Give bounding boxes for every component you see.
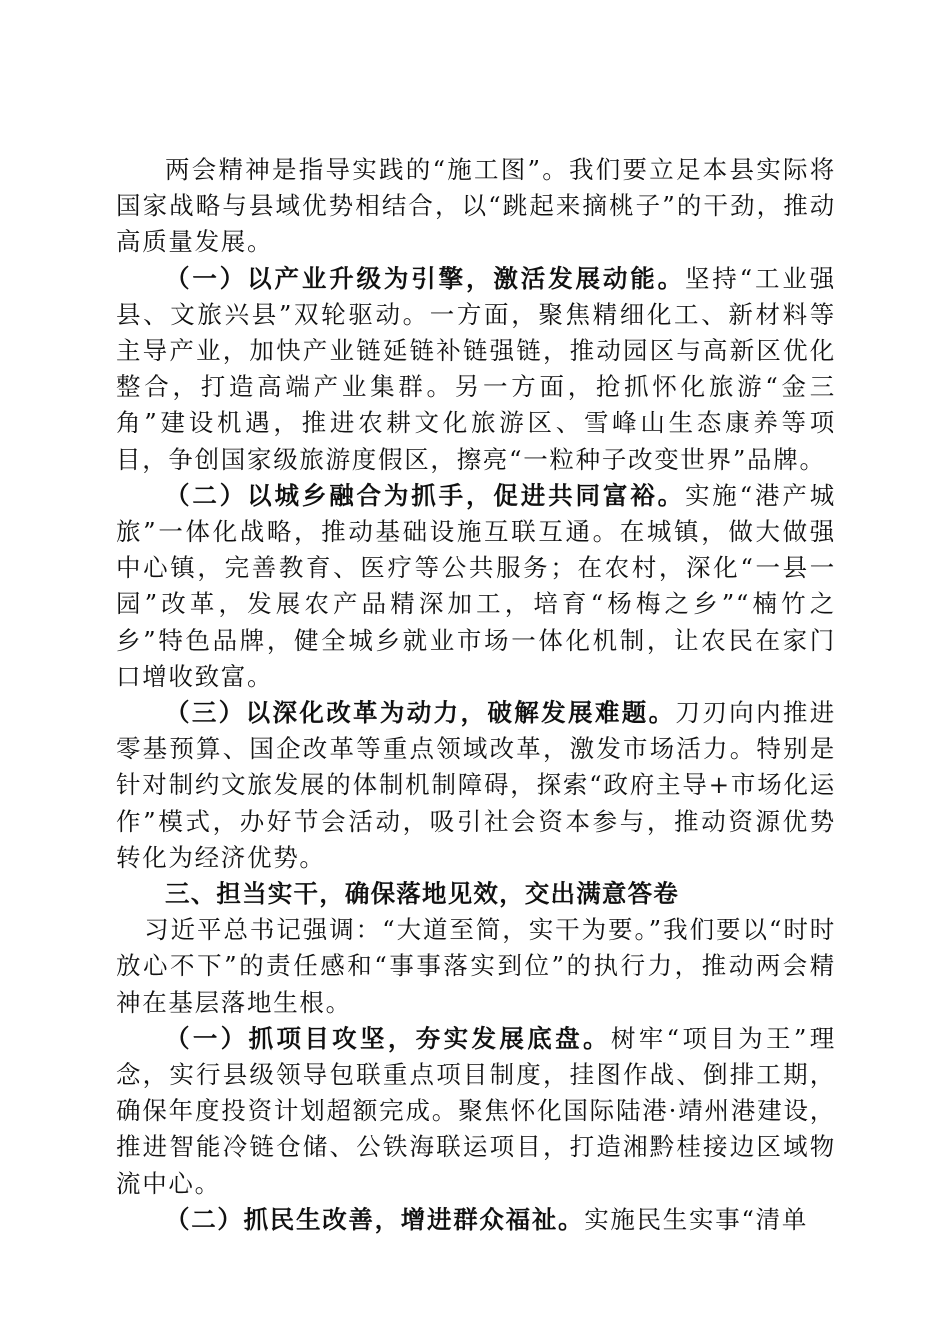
section2-item-3-lead: （三）以深化改革为动力，破解发展难题。 [165, 698, 676, 728]
section2-item-1-body: 坚持“工业强县、文旅兴县”双轮驱动。一方面，聚焦精细化工、新材料等主导产业，加快产业链延链补链强链，推动园区与高新区优化整合，打造高端产业集群。另一方面，抢抓怀化旅游“金三角”建设机遇，推进农耕文化旅游区、雪峰山生态康养等项目，争创国家级旅游度假区，擦亮“一粒种子改变世界”品牌。 [116, 263, 836, 474]
section2-item-1 [116, 261, 836, 478]
section3-item-1 [116, 1021, 836, 1202]
section3-item-2 [116, 1202, 836, 1238]
section2-item-3 [116, 695, 836, 876]
intro-paragraph: 两会精神是指导实践的“施工图”。我们要立足本县实际将国家战略与县域优势相结合，以“跳起来摘桃子”的干劲，推动高质量发展。 [116, 155, 836, 257]
document-body [116, 152, 836, 1238]
section3-item-1-body: 树牢“项目为王”理念，实行县级领导包联重点项目制度，挂图作战、倒排工期，确保年度投资计划超额完成。聚焦怀化国际陆港·靖州港建设，推进智能冷链仓储、公铁海联运项目，打造湘黔桂接边区域物流中心。 [116, 1023, 836, 1198]
section3-item-2-lead: （二）抓民生改善，增进群众福祉。 [165, 1204, 585, 1234]
section2-item-2 [116, 478, 836, 695]
section3-item-1-lead: （一）抓项目攻坚，夯实发展底盘。 [165, 1023, 611, 1053]
section3-item-2-body: 实施民生实事“清单 [584, 1204, 809, 1234]
section2-item-3-body: 刀刃向内推进零基预算、国企改革等重点领域改革，激发市场活力。特别是针对制约文旅发展的体制机制障碍，探索“政府主导+市场化运作”模式，办好节会活动，吸引社会资本参与，推动资源优势转化为经济优势。 [116, 698, 836, 872]
section2-item-2-body: 实施“港产城旅”一体化战略，推动基础设施互联互通。在城镇，做大做强中心镇，完善教育、医疗等公共服务；在农村，深化“一县一园”改革，发展农产品精深加工，培育“杨梅之乡”“楠竹之乡”特色品牌，健全城乡就业市场一体化机制，让农民在家门口增收致富。 [116, 480, 836, 691]
section3-heading: 三、担当实干，确保落地见效，交出满意答卷 [165, 879, 679, 909]
section2-item-2-lead: （二）以城乡融合为抓手，促进共同富裕。 [165, 480, 685, 510]
section3-intro: 习近平总书记强调：“大道至简，实干为要。”我们要以“时时放心不下”的责任感和“事事落实到位”的执行力，推动两会精神在基层落地生根。 [116, 915, 836, 1017]
section2-item-1-lead: （一）以产业升级为引擎，激活发展动能。 [165, 263, 685, 293]
